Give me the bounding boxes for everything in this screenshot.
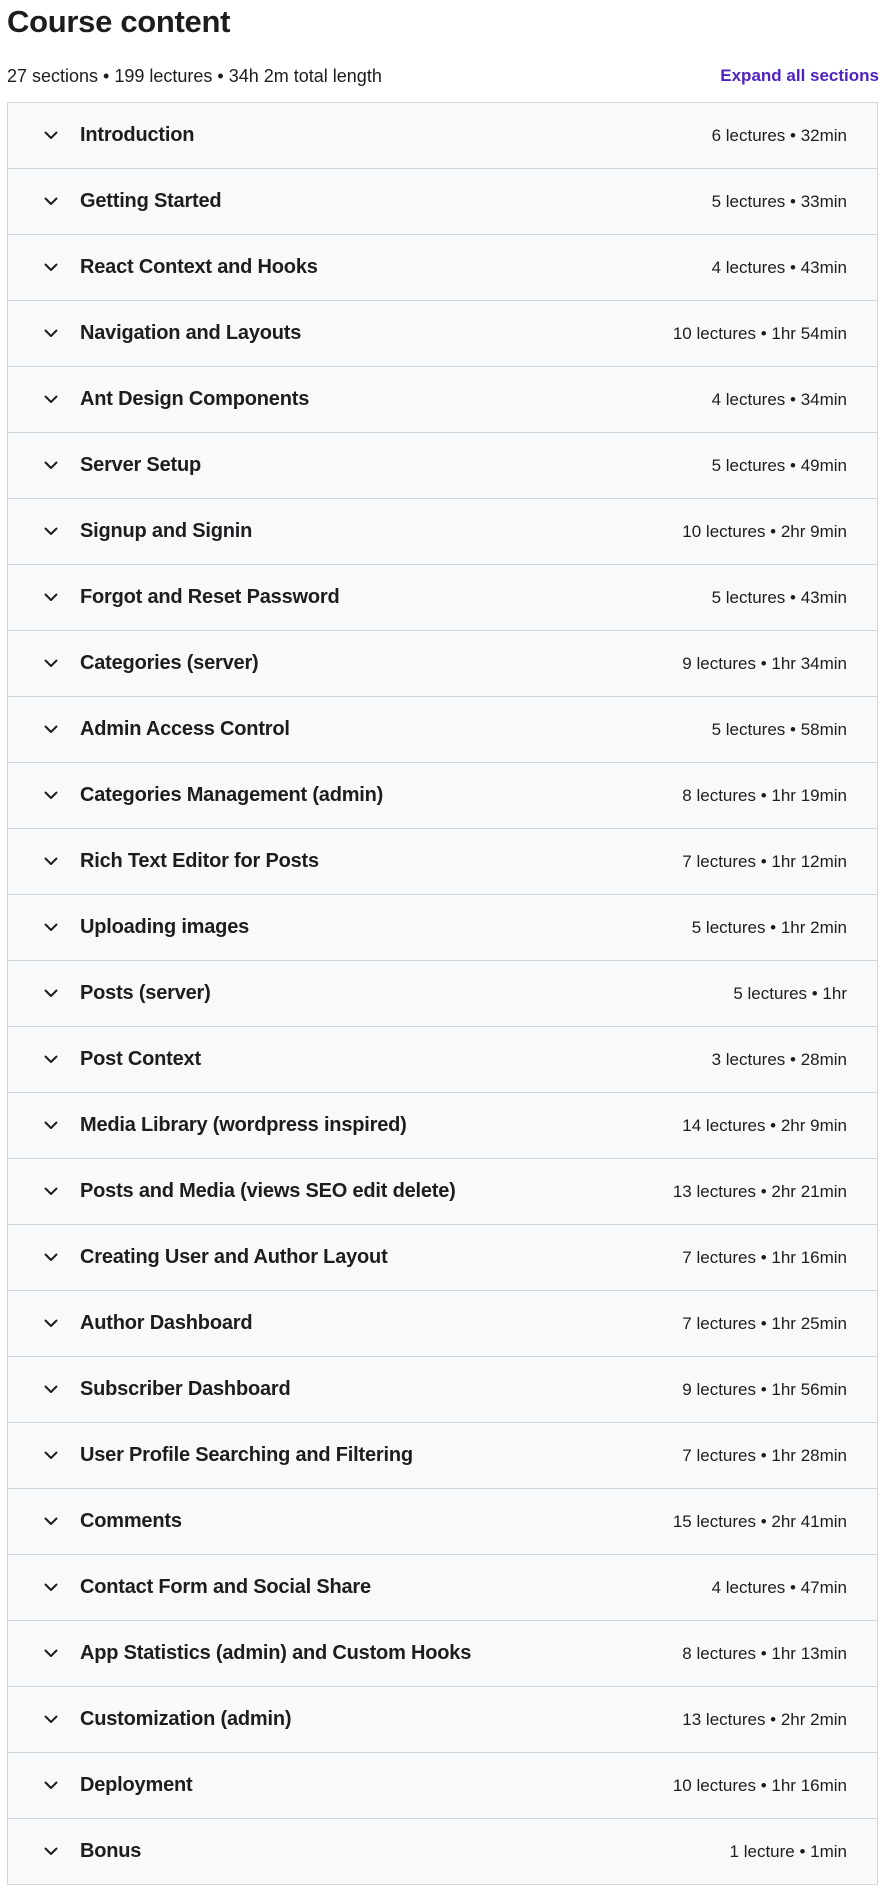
section-meta: 7 lectures • 1hr 28min: [682, 1445, 847, 1465]
section-title: Navigation and Layouts: [80, 322, 302, 344]
section-meta: 10 lectures • 2hr 9min: [682, 521, 847, 541]
section-row[interactable]: [8, 103, 877, 169]
section-title: Posts (server): [80, 982, 211, 1004]
course-summary: 27 sections • 199 lectures • 34h 2m total length: [7, 65, 382, 86]
section-title: Admin Access Control: [80, 718, 290, 740]
chevron-down-icon: [42, 919, 60, 937]
section-meta: 5 lectures • 43min: [711, 587, 847, 607]
chevron-down-icon: [42, 523, 60, 541]
section-title: Deployment: [80, 1774, 193, 1796]
section-row[interactable]: [8, 895, 877, 961]
section-title: Rich Text Editor for Posts: [80, 850, 319, 872]
section-meta: 8 lectures • 1hr 13min: [682, 1643, 847, 1663]
section-row[interactable]: [8, 433, 877, 499]
section-meta: 4 lectures • 47min: [711, 1577, 847, 1597]
chevron-down-icon: [42, 391, 60, 409]
section-title: Comments: [80, 1510, 182, 1532]
chevron-down-icon: [42, 655, 60, 673]
chevron-down-icon: [42, 1183, 60, 1201]
section-title: Subscriber Dashboard: [80, 1378, 291, 1400]
course-content-panel: [7, 0, 878, 1885]
section-meta: 7 lectures • 1hr 12min: [682, 851, 847, 871]
chevron-down-icon: [42, 1051, 60, 1069]
section-meta: 3 lectures • 28min: [711, 1049, 847, 1069]
section-meta: 7 lectures • 1hr 16min: [682, 1247, 847, 1267]
section-title: Uploading images: [80, 916, 250, 938]
chevron-down-icon: [42, 1381, 60, 1399]
section-row[interactable]: [8, 1027, 877, 1093]
section-title: Creating User and Author Layout: [80, 1246, 388, 1268]
section-title: Categories Management (admin): [80, 784, 384, 806]
section-row[interactable]: [8, 301, 877, 367]
section-title: Media Library (wordpress inspired): [80, 1114, 407, 1136]
chevron-down-icon: [42, 589, 60, 607]
chevron-down-icon: [42, 325, 60, 343]
section-meta: 5 lectures • 58min: [711, 719, 847, 739]
section-meta: 6 lectures • 32min: [711, 125, 847, 145]
chevron-down-icon: [42, 127, 60, 145]
section-title: Getting Started: [80, 190, 222, 212]
section-title: Post Context: [80, 1048, 201, 1070]
chevron-down-icon: [42, 1843, 60, 1861]
chevron-down-icon: [42, 1249, 60, 1267]
section-row[interactable]: [8, 169, 877, 235]
section-row[interactable]: [8, 1225, 877, 1291]
sections-accordion: [7, 102, 878, 1885]
section-title: Forgot and Reset Password: [80, 586, 340, 608]
section-meta: 5 lectures • 1hr 2min: [691, 917, 847, 937]
section-row[interactable]: [8, 1819, 877, 1885]
section-meta: 9 lectures • 1hr 34min: [682, 653, 847, 673]
section-title: User Profile Searching and Filtering: [80, 1444, 413, 1466]
section-title: Customization (admin): [80, 1708, 292, 1730]
section-meta: 4 lectures • 34min: [711, 389, 847, 409]
section-row[interactable]: [8, 763, 877, 829]
section-title: Author Dashboard: [80, 1312, 253, 1334]
chevron-down-icon: [42, 1645, 60, 1663]
chevron-down-icon: [42, 787, 60, 805]
section-title: React Context and Hooks: [80, 256, 318, 278]
section-meta: 13 lectures • 2hr 2min: [682, 1709, 847, 1729]
section-title: Introduction: [80, 124, 195, 146]
section-row[interactable]: [8, 235, 877, 301]
section-row[interactable]: [8, 829, 877, 895]
section-meta: 7 lectures • 1hr 25min: [682, 1313, 847, 1333]
section-meta: 5 lectures • 1hr: [733, 983, 847, 1003]
chevron-down-icon: [42, 1315, 60, 1333]
chevron-down-icon: [42, 193, 60, 211]
section-row[interactable]: [8, 565, 877, 631]
section-title: App Statistics (admin) and Custom Hooks: [80, 1642, 472, 1664]
page-title: Course content: [7, 4, 231, 39]
section-row[interactable]: [8, 1357, 877, 1423]
section-row[interactable]: [8, 499, 877, 565]
section-title: Contact Form and Social Share: [80, 1576, 371, 1598]
section-row[interactable]: [8, 1555, 877, 1621]
section-row[interactable]: [8, 1753, 877, 1819]
section-row[interactable]: [8, 367, 877, 433]
section-row[interactable]: [8, 1093, 877, 1159]
section-meta: 8 lectures • 1hr 19min: [682, 785, 847, 805]
section-meta: 13 lectures • 2hr 21min: [672, 1181, 847, 1201]
section-row[interactable]: [8, 1291, 877, 1357]
section-row[interactable]: [8, 697, 877, 763]
chevron-down-icon: [42, 1447, 60, 1465]
section-row[interactable]: [8, 631, 877, 697]
chevron-down-icon: [42, 721, 60, 739]
section-row[interactable]: [8, 1621, 877, 1687]
section-meta: 5 lectures • 49min: [711, 455, 847, 475]
section-title: Ant Design Components: [80, 388, 310, 410]
section-meta: 1 lecture • 1min: [729, 1841, 847, 1861]
section-row[interactable]: [8, 1489, 877, 1555]
section-title: Server Setup: [80, 454, 201, 476]
chevron-down-icon: [42, 259, 60, 277]
section-meta: 15 lectures • 2hr 41min: [672, 1511, 847, 1531]
expand-all-sections-button[interactable]: Expand all sections: [720, 66, 879, 85]
section-row[interactable]: [8, 961, 877, 1027]
section-row[interactable]: [8, 1687, 877, 1753]
section-meta: 10 lectures • 1hr 16min: [672, 1775, 847, 1795]
chevron-down-icon: [42, 853, 60, 871]
section-row[interactable]: [8, 1159, 877, 1225]
section-title: Categories (server): [80, 652, 259, 674]
section-meta: 4 lectures • 43min: [711, 257, 847, 277]
course-summary-row: [7, 64, 878, 88]
section-title: Signup and Signin: [80, 520, 253, 542]
chevron-down-icon: [42, 1777, 60, 1795]
section-meta: 10 lectures • 1hr 54min: [672, 323, 847, 343]
section-meta: 9 lectures • 1hr 56min: [682, 1379, 847, 1399]
section-row[interactable]: [8, 1423, 877, 1489]
section-meta: 14 lectures • 2hr 9min: [682, 1115, 847, 1135]
chevron-down-icon: [42, 1117, 60, 1135]
chevron-down-icon: [42, 457, 60, 475]
chevron-down-icon: [42, 1711, 60, 1729]
chevron-down-icon: [42, 1513, 60, 1531]
section-meta: 5 lectures • 33min: [711, 191, 847, 211]
chevron-down-icon: [42, 985, 60, 1003]
section-title: Posts and Media (views SEO edit delete): [80, 1180, 456, 1202]
section-title: Bonus: [80, 1840, 142, 1862]
chevron-down-icon: [42, 1579, 60, 1597]
